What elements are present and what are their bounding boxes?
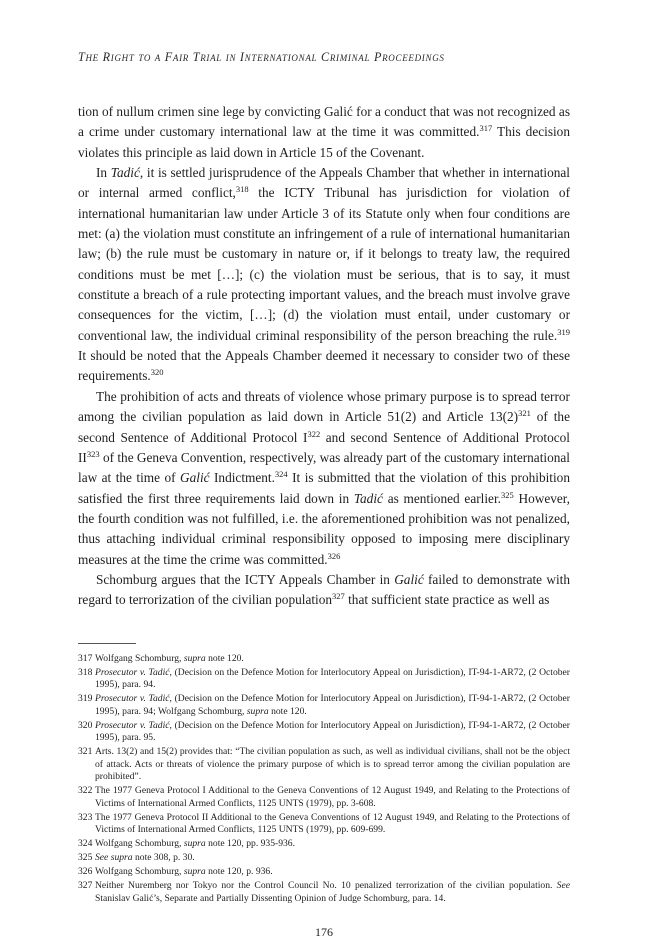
text-run: It is submitted that the violation of this prohibition satisfied the first three requirements laid down in — [78, 470, 570, 506]
footnote-ref[interactable]: 325 — [500, 489, 514, 500]
text-run: , it is settled jurisprudence of the Appeals Chamber that whether in international or internal armed conflict, — [78, 165, 570, 201]
footnote — [78, 812, 570, 837]
footnote — [78, 720, 570, 745]
case-name: Tadić — [353, 490, 383, 506]
footnote-ref[interactable]: 327 — [332, 591, 345, 602]
text-run: failed to demonstrate with regard to terrorization of the civilian population — [78, 571, 570, 608]
footnote-number: 326 — [78, 866, 93, 878]
footnote-italic: Prosecutor v. Tadić — [95, 693, 170, 705]
footnote-ref[interactable]: 319 — [557, 326, 570, 337]
footnote-italic: Prosecutor v. Tadić — [95, 719, 170, 731]
running-head: The Right to a Fair Trial in International Criminal Proceedings — [78, 50, 445, 64]
footnote — [78, 667, 570, 692]
footnote-text: Neither Nuremberg nor Tokyo nor the Control Council No. 10 penalized terrorization of the civilian population. — [95, 880, 557, 892]
text-run: In — [96, 165, 111, 181]
text-run: Schomburg argues that the ICTY Appeals Chamber in — [96, 571, 395, 587]
footnote-number: 318 — [78, 666, 93, 678]
text-run: of the Geneva Convention, respectively, was already part of the customary international law at the time of — [78, 449, 570, 486]
footnote-number: 319 — [78, 693, 93, 705]
text-run: This decision violates this principle as laid down in Article 15 of the Covenant. — [78, 124, 570, 160]
footnote-italic: See supra — [95, 852, 133, 864]
paragraph — [78, 102, 570, 163]
page-number: 176 — [315, 925, 333, 939]
text-run: However, the fourth condition was not fulfilled, i.e. the aforementioned prohibition was not penalized, thus attaching individual criminal responsibility opposed to imposing mere disciplinary measures at the time the crime was committed. — [78, 490, 571, 567]
footnote-text: The 1977 Geneva Protocol II Additional to the Geneva Conventions of 12 August 1949, and Relating to the Protections of Victims of International Armed Conflicts, 1125 UNTS (1979), pp. 609-699. — [95, 811, 570, 836]
footnote-separator — [78, 643, 136, 644]
text-run: The prohibition of acts and threats of violence whose primary purpose is to spread terror among the civilian population as laid down in Article 51(2) and Article 13(2) — [78, 388, 570, 425]
footnote-text: note 120, p. 936. — [205, 866, 273, 878]
footnote-italic: supra — [183, 866, 206, 878]
paragraph — [78, 570, 570, 611]
footnote-text: Wolfgang Schomburg, — [95, 866, 184, 878]
footnote-text: note 120. — [268, 705, 307, 717]
footnote-text: Wolfgang Schomburg, — [95, 838, 184, 850]
footnote-text: , (Decision on the Defence Motion for Interlocutory Appeal on Jurisdiction), IT-94-1-AR72, (2 October 1995), para. 94; Wolfgang Schomburg, — [95, 693, 570, 717]
case-name: Galić — [394, 571, 424, 587]
footnote — [78, 746, 570, 783]
footnote-ref[interactable]: 317 — [479, 123, 493, 134]
footnote-ref[interactable]: 321 — [518, 408, 531, 419]
footnote-text: note 308, p. 30. — [132, 852, 195, 864]
footnote-ref[interactable]: 326 — [327, 550, 341, 561]
text-run: the ICTY Tribunal has jurisdiction for violation of international humanitarian law under Article 3 of its Statute only when four conditions are met: (a) the violation must constitute an infringement of a rule of international humanitarian law; (b) the rule must be customary in nature or, if it belongs to treaty law, the required conditions must be met […]; (c) the violation must be serious, that is to say, it must constitute a breach of a rule protecting important values, and the breach must involve grave consequences for the victim, […]; (d) the violation must entail, under customary or conventional law, the individual criminal responsibility of the person breaching the rule. — [78, 185, 571, 343]
footnote-text: note 120. — [205, 652, 244, 664]
footnote-text: Wolfgang Schomburg, — [95, 652, 184, 664]
case-name: Tadić — [110, 165, 140, 181]
paragraph — [78, 387, 570, 570]
footnote-number: 325 — [78, 852, 93, 864]
footnote-italic: supra — [183, 838, 206, 850]
text-run: It should be noted that the Appeals Chamber deemed it necessary to consider two of these requirements. — [78, 348, 570, 384]
footnote-text: Arts. 13(2) and 15(2) provides that: “The civilian population as such, as well as individual civilians, shall not be the object of attack. Acts or threats of violence the primary purpose of which is to spread terror among the civilian population are prohibited”. — [95, 746, 570, 783]
text-run: as mentioned earlier. — [382, 490, 501, 506]
text-run: tion of nullum crimen sine lege by convicting Galić for a conduct that was not recognized as a crime under customary international law at the time it was committed. — [78, 104, 570, 140]
footnote — [78, 838, 570, 850]
body-text — [78, 102, 570, 611]
page — [78, 50, 571, 939]
footnote-text: , (Decision on the Defence Motion for Interlocutory Appeal on Jurisdiction), IT-94-1-AR72, (2 October 1995), para. 94. — [95, 666, 570, 691]
footnote-italic: supra — [246, 705, 269, 717]
footnote — [78, 880, 570, 905]
footnote — [78, 866, 570, 878]
footnote — [78, 693, 570, 718]
footnote-number: 321 — [78, 746, 93, 758]
footnote-ref[interactable]: 320 — [150, 367, 164, 378]
text-run: and second Sentence of Additional Protocol II — [78, 429, 570, 465]
case-name: Galić — [180, 470, 210, 486]
footnote-number: 317 — [78, 652, 93, 664]
footnote-number: 320 — [78, 719, 93, 731]
footnote-text: , (Decision on the Defence Motion for Interlocutory Appeal on Jurisdiction), IT-94-1-AR72, (2 October 1995), para. 95. — [95, 719, 570, 744]
footnote-number: 324 — [78, 838, 93, 850]
footnote-ref[interactable]: 318 — [235, 184, 249, 195]
footnote-text: note 120, pp. 935-936. — [205, 838, 295, 850]
footnote-italic: See — [556, 880, 570, 892]
text-run: of the second Sentence of Additional Protocol I — [78, 409, 570, 445]
text-run: that sufficient state practice as well as — [344, 592, 550, 608]
footnotes — [78, 653, 570, 906]
footnote-italic: Prosecutor v. Tadić — [95, 666, 170, 678]
footnote — [78, 852, 570, 864]
footnote-ref[interactable]: 323 — [86, 448, 100, 459]
text-run: Indictment. — [209, 470, 275, 486]
footnote — [78, 785, 570, 810]
footnote — [78, 653, 570, 665]
footnote-number: 322 — [78, 785, 93, 797]
footnote-ref[interactable]: 322 — [307, 428, 321, 439]
paragraph — [78, 163, 570, 387]
footnote-text: The 1977 Geneva Protocol I Additional to the Geneva Conventions of 12 August 1949, and Relating to the Protections of Victims of International Armed Conflicts, 1125 UNTS (1979), pp. 3-608. — [95, 785, 570, 809]
footnote-text: Stanislav Galić’s, Separate and Partially Dissenting Opinion of Judge Schomburg, para. 14. — [95, 892, 446, 904]
footnote-italic: supra — [183, 652, 206, 664]
footnote-number: 327 — [78, 880, 93, 892]
footnote-ref[interactable]: 324 — [274, 469, 288, 480]
footnote-number: 323 — [78, 811, 93, 823]
